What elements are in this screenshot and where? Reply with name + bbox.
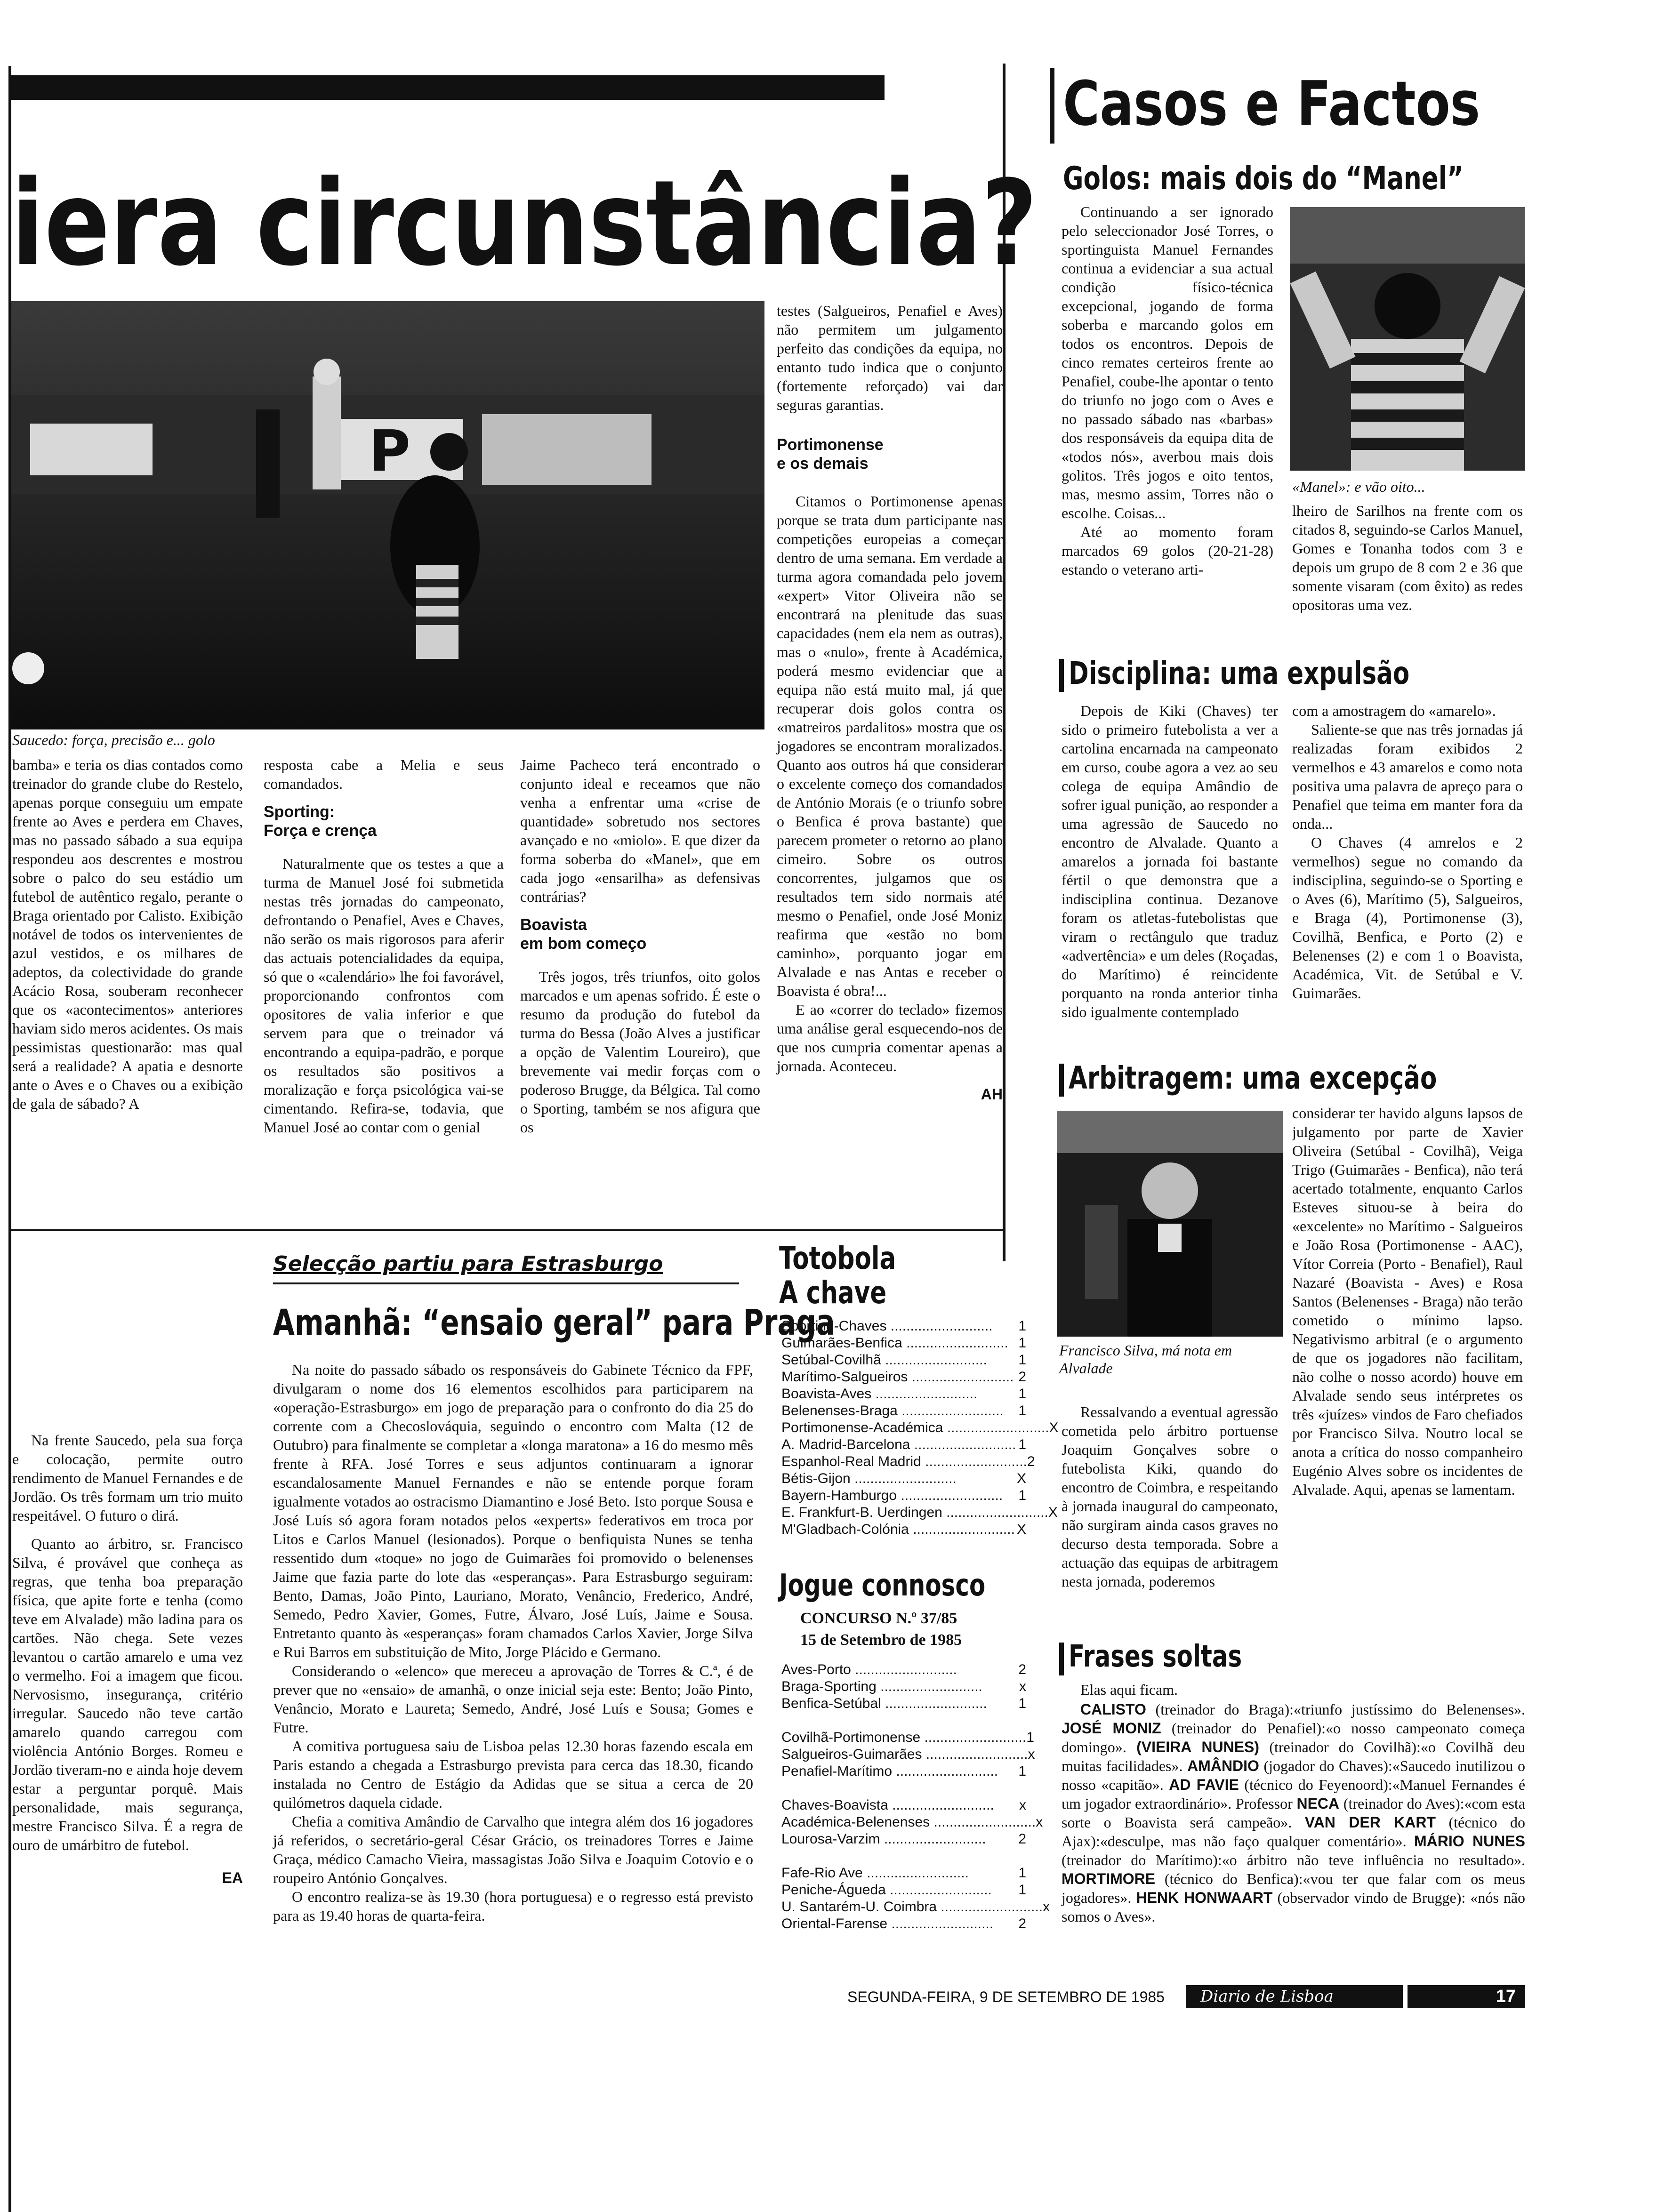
subheading-sporting: Sporting: Força e crença	[264, 803, 377, 840]
match-name: Braga-Sporting ..........................	[781, 1679, 982, 1694]
main-article-col4	[777, 301, 1003, 1104]
casos-title: Casos e Factos	[1063, 68, 1480, 139]
disciplina-col1	[1062, 701, 1278, 1021]
result-group	[781, 1865, 1050, 1932]
jogue-date: 15 de Setembro de 1985	[800, 1631, 962, 1649]
quote-text: (técnico do Ajax):«desculpe, mas não faço qualquer comentário».	[1062, 1814, 1526, 1850]
paragraph: considerar ter havido alguns lapsos de julgamento por parte de Xavier Oliveira (Setúbal - Covilhã), Veiga Trigo (Guimarães - Benfica), não terá acertado totalmente, enquanto Carlos Esteves situou-se à beira do «excelente» no Marítimo - Salgueiros e João Rosa (Portimonense - AAC), Vítor Correia (Porto - Benafiel), Raul Nazaré (Boavista - Aves) e Rosa Santos (Belenenses - Braga) não terão cometido o mínimo lapso. Negativismo arbitral (e o argumento de que os jogadores não facilitam, não colhe o nosso acordo) houve em Alvalade sendo seus intérpretes os três «juízes» vindos de Faro chefiados por Francisco Silva. Noutro local se anota a crítica do nosso companheiro Eugénio Alves sobre os incidentes de Alvalade. Aqui, apenas se lamentam.	[1292, 1105, 1523, 1498]
match-result: 1	[1018, 1386, 1026, 1402]
seleccao-kicker-rule	[273, 1282, 739, 1284]
match-name: Belenenses-Braga ..........................	[781, 1403, 1004, 1419]
match-result: x	[1036, 1814, 1043, 1830]
quote-text: (treinador do Covilhã):«o Covilhã deu muitas facilidades».	[1062, 1739, 1526, 1774]
masthead-text: Diario de Lisboa	[1200, 1987, 1334, 2006]
footer-date: SEGUNDA-FEIRA, 9 DE SETEMBRO DE 1985	[847, 1988, 1165, 2005]
manel-image	[1290, 207, 1525, 471]
golos-col2	[1292, 501, 1523, 614]
table-row	[781, 1814, 1043, 1831]
table-row	[781, 1865, 1026, 1882]
paragraph: bamba» e teria os dias contados como treinador do grande clube do Restelo, apenas porque conseguiu um empate frente ao Aves e perdera em Chaves, mas no passado sábado a sua equipa respondeu aos descrentes e mostrou sobre o palco do seu estádio um futebol de autêntico regalo, perante o Braga orientado por Calisto. Exibição notável de todos os intervenientes de azul vestidos, e os milhares de adeptos, da colectividade do grande Acácio Rosa, souberam reconhecer que os «acontecimentos» anteriores haviam sido meros acidentes. Os mais pessimistas questionarão: mas qual será a realidade? A apatia e desnorte ante o Aves e o Chaves ou a exibição de gala de sábado? A	[12, 756, 243, 1112]
footer-masthead	[1186, 1985, 1403, 2008]
match-name: Covilhã-Portimonense ..........................	[781, 1730, 1027, 1745]
disciplina-title-bar	[1059, 659, 1064, 692]
table-row	[781, 1899, 1050, 1915]
table-row	[781, 1695, 1026, 1712]
quote-speaker: AMÂNDIO	[1187, 1757, 1259, 1774]
match-name: Chaves-Boavista ..........................	[781, 1797, 994, 1813]
paragraph: Na noite do passado sábado os responsáveis do Gabinete Técnico da FPF, divulgaram o nome dos 16 elementos escolhidos para participarem na «operação-Estrasburgo» em jogo de preparação para o confronto do dia 25 do corrente com a Checoslováquia, seguindo o encontro com Malta (12 de Outubro) para finalmente se completar a «longa maratona» a 16 do mesmo mês frente à RFA. José Torres e seus adjuntos continuaram a ignorar escandalosamente Manuel Fernandes e não se entende porque foram igualmente votados ao ostracismo Diamantino e José Beto. Isto porque Sousa e José Luís só agora foram notados pelos «experts» federativos em troca por Litos e Carlos Manuel (lesionados). Porque o benfiquista Nunes se tenha ressentido dum «toque» no jogo de Guimarães foi promovido o belenenses Jaime que fazia parte do lote das «esperanças». Para Estrasburgo seguiram: Bento, Damas, João Pinto, Lauriano, Morato, Venâncio, Frederico, André, Semedo, Pedro Xavier, Gomes, Futre, Álvaro, José Luís, Jaime e Sousa. Entretanto quanto às «esperanças» foram chamados Carlos Xavier, Jorge Silva e Rui Barros em substituição de Mito, Jorge Plácido e Germano.	[273, 1361, 753, 1660]
paragraph: Chefia a comitiva Amândio de Carvalho que integra além dos 16 jogadores já referidos, o secretário-geral César Grácio, os treinadores Torres e Jaime Graça, médico Camacho Vieira, massagistas João Silva e Joaquim Cotovio e o roupeiro António Gonçalves.	[273, 1813, 753, 1886]
paragraph: O encontro realiza-se às 19.30 (hora portuguesa) e o regresso está previsto para as 19.40 horas de quarta-feira.	[273, 1888, 753, 1924]
subheading-portimonense: Portimonense e os demais	[777, 436, 884, 473]
francisco-silva-photo	[1057, 1111, 1283, 1337]
paragraph: Quanto ao árbitro, sr. Francisco Silva, é provável que conheça as regras, que tenha boa preparação física, que apite forte e tenha (como teve em Alvalade) mão ladina para os cartões. Não chega. Sete vezes levantou o cartão amarelo e uma vez o vermelho. Foi a imagem que ficou. Nervosismo, insegurança, critério irregular. Saucedo não teve cartão amarelo quando carregou com violência António Borges. Romeu e Jordão tiveram-no e ainda hoje devem estar a perguntar porquê. Mais personalidade, mais segurança, mestre Francisco Silva. É a regra de ouro de umárbitro de futebol.	[12, 1535, 243, 1853]
totobola-list	[781, 1318, 1059, 1538]
match-name: Académica-Belenenses ..........................	[781, 1814, 1036, 1830]
paragraph: testes (Salgueiros, Penafiel e Aves) não permitem um julgamento perfeito das condições da equipa, no entanto tudo indica que o conjunto (fortemente reforçado) vai dar seguras garantias.	[777, 302, 1003, 413]
match-result: 1	[1018, 1318, 1026, 1334]
match-result: 1	[1018, 1437, 1026, 1452]
table-row	[781, 1882, 1026, 1899]
quote-text: (treinador do Aves):«com esta sorte o Boavista será campeão».	[1062, 1795, 1526, 1831]
table-row	[781, 1419, 1059, 1436]
table-row	[781, 1386, 1026, 1403]
golos-title: Golos: mais dois do “Manel”	[1063, 160, 1464, 197]
table-row	[781, 1521, 1026, 1538]
table-row	[781, 1678, 1026, 1695]
saucedo-photo	[11, 301, 764, 729]
main-article-col1	[12, 755, 243, 1113]
arbitragem-title: Arbitragem: uma excepção	[1069, 1060, 1437, 1096]
table-row	[781, 1403, 1026, 1419]
francisco-silva-image	[1057, 1111, 1283, 1337]
table-row	[781, 1352, 1026, 1369]
quote-speaker: HENK HONWAART	[1136, 1889, 1273, 1906]
seleccao-title: Amanhã: “ensaio geral” para Praga	[273, 1301, 835, 1343]
quote-text: (técnico do Benfica):«vou ter que falar com os meus jogadores».	[1062, 1870, 1525, 1906]
main-article-bottom-rule	[11, 1229, 1003, 1231]
match-name: Sporting-Chaves ..........................	[781, 1318, 993, 1334]
paragraph: resposta cabe a Melia e seus comandados.	[264, 756, 504, 792]
paragraph: Saliente-se que nas três jornadas já realizadas foram exibidos 2 vermelhos e 43 amarelos e como nota positiva uma palavra de apreço para o Penafiel que teima em manter fora da onda...	[1292, 721, 1523, 832]
author-signature: AH	[981, 1086, 1003, 1103]
match-result: 1	[1018, 1335, 1026, 1351]
match-result: 1	[1018, 1488, 1026, 1503]
quote-text: (observador vindo de Brugge): «nós não somos o Aves».	[1062, 1889, 1526, 1925]
match-name: E. Frankfurt-B. Uerdingen ..........................	[781, 1505, 1048, 1520]
paragraph: Três jogos, três triunfos, oito golos marcados e um apenas sofrido. É este o resumo da produção do futebol da turma do Bessa (João Alves a justificar a opção de Valentim Loureiro), que brevemente vai medir forças com o poderoso Brugge, da Bélgica. Tal como o Sporting, também se nos afigura que os	[520, 968, 760, 1136]
quote-text: (técnico do Feyenoord):«Manuel Fernandes é um jogador extraordinário». Professor	[1062, 1776, 1526, 1812]
main-photo-caption: Saucedo: força, precisão e... golo	[12, 731, 215, 748]
table-row	[781, 1661, 1026, 1678]
table-row	[781, 1369, 1026, 1386]
match-result: X	[1048, 1505, 1058, 1520]
match-result: 2	[1018, 1369, 1026, 1385]
table-row	[781, 1729, 1034, 1746]
page-number: 17	[1496, 1987, 1516, 2006]
jogue-list	[781, 1661, 1050, 1949]
table-row	[781, 1746, 1035, 1763]
quote-text: (treinador do Marítimo):«o árbitro não teve influência no resultado».	[1062, 1851, 1525, 1868]
casos-title-bar	[1050, 68, 1054, 144]
main-article-col1-lower	[12, 1431, 243, 1887]
quote-speaker: MORTIMORE	[1062, 1870, 1156, 1887]
match-name: Benfica-Setúbal ..........................	[781, 1696, 987, 1711]
paragraph: Jaime Pacheco terá encontrado o conjunto ideal e receamos que não venha a enfrentar uma «crise de quantidade» sobretudo nos sectores avançado e no «miolo». E que dizer da forma soberba do «Manel», que em cada jogo «ensarilha» as defensivas contrárias?	[520, 756, 760, 905]
paragraph: Considerando o «elenco» que mereceu a aprovação de Torres & C.ª, é de prever que no «ensaio» de amanhã, o onze inicial seja este: Bento; João Pinto, Venâncio, Morato e Laureta; Semedo, André, José Luís e Sousa; Gomes e Futre.	[273, 1662, 753, 1736]
paragraph: Na frente Saucedo, pela sua força e colocação, permite outro rendimento de Manuel Fernandes e de Jordão. Os três formam um trio muito respeitável. O futuro o dirá.	[12, 1432, 243, 1524]
quote-speaker: (VIEIRA NUNES)	[1136, 1739, 1260, 1755]
seleccao-body	[273, 1360, 753, 1925]
quote-speaker: NECA	[1296, 1795, 1340, 1812]
arbitragem-title-bar	[1059, 1064, 1064, 1097]
match-name: Portimonense-Académica ..........................	[781, 1420, 1049, 1435]
svg-text:P: P	[369, 419, 410, 484]
paragraph: Ressalvando a eventual agressão cometida pelo árbitro portuense Joaquim Gonçalves sobre o futebolista Kiki, quando do encontro de Coimbra, e respeitando à jornada inaugural do campeonato, não surgiram ainda casos graves no decurso desta temporada. Sobre a actuação das equipas de arbitragem nesta jornada, poderemos	[1062, 1403, 1278, 1590]
match-result: 2	[1018, 1916, 1026, 1931]
paragraph: Naturalmente que os testes a que a turma de Manuel José foi submetida nestas três jornadas do campeonato, defrontando o Penafiel, Aves e Chaves, não serão os mais rigorosos para aferir das actuais potencialidades da equipa, só que o «calendário» lhe foi favorável, proporcionando confrontos com opositores de valia inferior e que servem para que o treinador vá encontrando a equipa-padrão, e porque os resultados são positivos a moralização e força psicológica vai-se cimentando. Refira-se, todavia, que Manuel José ao contar com o genial	[264, 855, 504, 1136]
jogue-concurso: CONCURSO N.º 37/85	[800, 1610, 957, 1627]
frases-title-bar	[1059, 1643, 1064, 1675]
francisco-silva-caption: Francisco Silva, má nota em Alvalade	[1059, 1342, 1232, 1377]
main-article-col3	[520, 755, 760, 1137]
match-name: Boavista-Aves ..........................	[781, 1386, 978, 1402]
match-result: 1	[1018, 1352, 1026, 1368]
table-row	[781, 1915, 1026, 1932]
seleccao-kicker: Selecção partiu para Estrasburgo	[273, 1252, 663, 1276]
table-row	[781, 1763, 1026, 1780]
quote-text: (treinador do Penafiel):«o nosso campeonato começa domingo».	[1062, 1720, 1526, 1755]
quote-speaker: MÁRIO NUNES	[1414, 1833, 1526, 1850]
table-row	[781, 1504, 1058, 1521]
table-row	[781, 1453, 1035, 1470]
top-black-bar	[11, 75, 885, 100]
match-name: M'Gladbach-Colónia ..........................	[781, 1522, 1015, 1537]
football-match-image	[11, 301, 764, 729]
match-name: Guimarães-Benfica ..........................	[781, 1335, 1008, 1351]
main-article-title: iera circunstância?	[11, 155, 1038, 292]
quote-speaker: VAN DER KART	[1304, 1814, 1436, 1831]
match-name: Lourosa-Varzim ..........................	[781, 1831, 986, 1847]
paragraph: A comitiva portuguesa saiu de Lisboa pelas 12.30 horas fazendo escala em Paris estando a chegada a Estrasburgo prevista para cerca das 18.30, ficando instalada no Centro de Estágio da Adidas que se situa a cerca de 20 quilómetros daquela cidade.	[273, 1738, 753, 1811]
match-result: 1	[1018, 1403, 1026, 1419]
match-name: Setúbal-Covilhã ..........................	[781, 1352, 987, 1368]
golos-col1	[1062, 202, 1273, 579]
match-name: Oriental-Farense ..........................	[781, 1916, 994, 1931]
result-group	[781, 1661, 1026, 1712]
match-result: x	[1043, 1899, 1050, 1915]
match-name: Espanhol-Real Madrid ..........................	[781, 1454, 1027, 1469]
table-row	[781, 1831, 1026, 1848]
manel-photo-caption: «Manel»: e vão oito...	[1292, 478, 1425, 495]
paragraph: Depois de Kiki (Chaves) ter sido o primeiro futebolista a ver a cartolina encarnada na campeonato em curso, coube agora a vez ao seu colega de equipa Amândio de sofrer igual punição, ao responder a uma agressão de Saucedo no encontro de Alvalade. Quanto a amarelos a jornada foi bastante fértil o que demonstra que a indisciplina continua. Dezanove foram os atletas-futebolistas que viram o rectângulo que traduz «advertência» e um deles (Roçadas, do Marítimo) é reincidente porquanto na ronda anterior tinha sido igualmente contemplado	[1062, 702, 1278, 1020]
subheading-boavista: Boavista em bom começo	[520, 916, 647, 953]
totobola-title-line2: A chave	[779, 1274, 887, 1311]
result-group	[781, 1797, 1043, 1848]
match-result: 2	[1018, 1831, 1026, 1847]
frases-title: Frases soltas	[1069, 1639, 1242, 1674]
paragraph: E ao «correr do teclado» fizemos uma análise geral esquecendo-nos de que nos cumpria comentar apenas a jornada. Aconteceu.	[777, 1001, 1003, 1074]
frases-intro: Elas aqui ficam.	[1080, 1681, 1178, 1698]
match-result: 1	[1026, 1730, 1034, 1745]
table-row	[781, 1318, 1026, 1335]
match-name: Bétis-Gijon ..........................	[781, 1471, 957, 1486]
table-row	[781, 1470, 1026, 1487]
main-article-col2	[264, 755, 504, 1137]
paragraph: com a amostragem do «amarelo».	[1292, 702, 1496, 719]
totobola-title-line1: Totobola	[779, 1240, 896, 1276]
arbitragem-col-left	[1062, 1403, 1278, 1591]
paragraph: O Chaves (4 amrelos e 2 vermelhos) segue no comando da indisciplina, seguindo-se o Sporting e o Aves (6), Marítimo (5), Salgueiros, e Braga (4), Portimonense (3), Covilhã, Benfica, e Porto (2) e Belenenses (2) e com 1 o Boavista, Académica, Vit. de Setúbal e V. Guimarães.	[1292, 834, 1523, 1002]
match-name: Penafiel-Marítimo ..........................	[781, 1763, 998, 1779]
match-name: A. Madrid-Barcelona ..........................	[781, 1437, 1016, 1452]
disciplina-title: Disciplina: uma expulsão	[1069, 655, 1410, 691]
quote-text: (treinador do Braga):«triunfo justíssimo do Belenenses».	[1146, 1701, 1525, 1718]
author-signature: EA	[222, 1869, 243, 1886]
match-result: x	[1028, 1747, 1035, 1762]
disciplina-col2	[1292, 701, 1523, 1002]
match-result: 2	[1027, 1454, 1035, 1469]
match-name: Bayern-Hamburgo ..........................	[781, 1488, 1003, 1503]
match-result: 2	[1018, 1662, 1026, 1677]
match-result: 1	[1018, 1882, 1026, 1898]
match-name: Peniche-Águeda ..........................	[781, 1882, 992, 1898]
footer-page-number-box	[1408, 1985, 1525, 2008]
paragraph: Continuando a ser ignorado pelo seleccionador José Torres, o sportinguista Manuel Fernandes continua a evidenciar a sua actual condição físico-técnica excepcional, jogando de forma soberba e marcando golos em todos os encontros. Depois de cinco remates certeiros frente ao Penafiel, coube-lhe apontar o tento do triunfo no jogo com o Aves e no passado sábado nas «barbas» dos responsáveis da equipa dita de «todos nós», averbou mais dois golitos. Três jogos e oito tentos, mas, mesmo assim, Torres não o escolhe. Coisas...	[1062, 203, 1273, 521]
quote-speaker: AD FAVIE	[1169, 1776, 1239, 1793]
arbitragem-col-right	[1292, 1104, 1523, 1499]
match-result: x	[1019, 1797, 1026, 1813]
match-result: X	[1049, 1420, 1059, 1435]
jogue-title: Jogue connosco	[779, 1568, 986, 1603]
match-name: U. Santarém-U. Coimbra ..........................	[781, 1899, 1043, 1915]
quote-speaker: CALISTO	[1080, 1701, 1146, 1718]
paragraph: Até ao momento foram marcados 69 golos (20-21-28) estando o veterano arti-	[1062, 523, 1273, 578]
quote-text: (jogador do Chaves):«Saucedo inutilizou o nosso «capitão».	[1062, 1757, 1526, 1793]
match-name: Marítimo-Salgueiros ..........................	[781, 1369, 1014, 1385]
match-result: X	[1016, 1522, 1026, 1537]
match-result: 1	[1018, 1763, 1026, 1779]
paragraph: Citamos o Portimonense apenas porque se trata dum participante nas competições europeias a começar dentro de uma semana. Em verdade a turma agora comandada pelo jovem «expert» Vitor Oliveira não se encontrará na plenitude das suas capacidades (nem ela nem as outras), mas o «nulo», frente à Académica, poderá mesmo evidenciar que a equipa não está muito mal, já que recuperar dois golos contra os «matreiros pardalitos» mostra que os jogadores se encontram moralizados. Quanto aos outros há que considerar o excelente começo dos comandados de António Morais (e o triunfo sobre o Benfica é prova bastante) que parecem prometer o retorno ao plano cimeiro. Sobre os outros concorrentes, julgamos que os resultados tem sido normais até mesmo o Penafiel, onde José Moniz reafirma que «estão no bom caminho», porquanto jogar em Alvalade e nas Antas e receber o Boavista é obra!...	[777, 493, 1003, 999]
match-name: Fafe-Rio Ave ..........................	[781, 1865, 969, 1881]
table-row	[781, 1335, 1026, 1352]
frases-quotes	[1062, 1700, 1525, 1926]
match-result: x	[1019, 1679, 1026, 1694]
result-group	[781, 1729, 1035, 1780]
match-result: X	[1016, 1471, 1026, 1486]
table-row	[781, 1487, 1026, 1504]
manel-photo	[1290, 207, 1525, 471]
quote-speaker: JOSÉ MONIZ	[1062, 1720, 1161, 1737]
match-result: 1	[1018, 1696, 1026, 1711]
paragraph: lheiro de Sarilhos na frente com os citados 8, seguindo-se Carlos Manuel, Gomes e Tonanha todos com 3 e depois um grupo de 8 com 2 e 36 que somente visaram (com êxito) as redes opositoras uma vez.	[1292, 502, 1523, 613]
match-name: Aves-Porto ..........................	[781, 1662, 957, 1677]
table-row	[781, 1436, 1026, 1453]
table-row	[781, 1797, 1026, 1814]
match-name: Salgueiros-Guimarães ..........................	[781, 1747, 1028, 1762]
match-result: 1	[1018, 1865, 1026, 1881]
